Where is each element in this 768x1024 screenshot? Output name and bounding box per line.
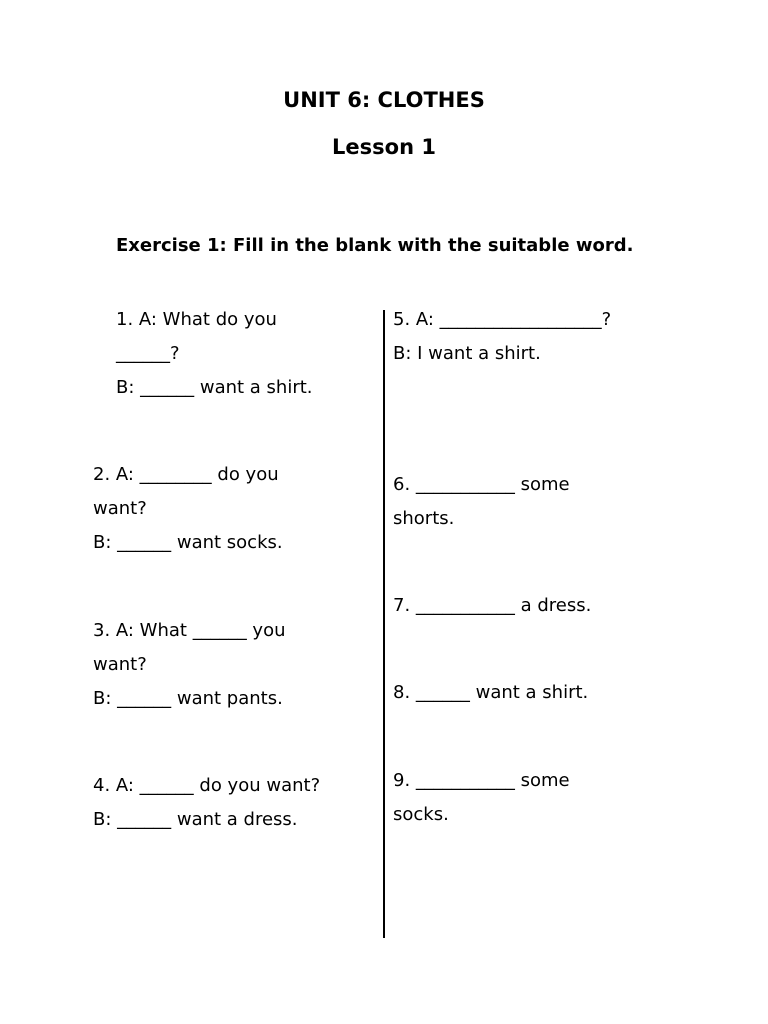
exercise-instruction: Exercise 1: Fill in the blank with the suitable word. [116, 235, 634, 256]
question-line: 3. A: What ______ you [93, 620, 286, 641]
question-line: B: ______ want a dress. [93, 809, 298, 830]
lesson-title: Lesson 1 [332, 135, 436, 159]
column-divider [383, 310, 385, 938]
question-3 [93, 614, 286, 716]
question-2 [93, 458, 283, 560]
question-5 [393, 303, 611, 371]
question-line: 4. A: ______ do you want? [93, 775, 321, 796]
question-line: 2. A: ________ do you [93, 464, 279, 485]
question-line: socks. [393, 804, 449, 825]
question-line: 9. ___________ some [393, 770, 570, 791]
question-line: 6. ___________ some [393, 474, 570, 495]
question-6 [393, 468, 570, 536]
question-line: 7. ___________ a dress. [393, 595, 592, 616]
question-line: shorts. [393, 508, 455, 529]
question-8 [393, 676, 588, 710]
question-line: B: ______ want pants. [93, 688, 283, 709]
question-7 [393, 589, 591, 623]
question-line: B: ______ want socks. [93, 532, 283, 553]
question-line: ______? [116, 343, 180, 364]
question-4 [93, 769, 320, 837]
question-line: 8. ______ want a shirt. [393, 682, 589, 703]
question-line: want? [93, 654, 147, 675]
question-line: B: I want a shirt. [393, 343, 541, 364]
question-line: want? [93, 498, 147, 519]
question-1 [116, 303, 313, 405]
question-line: 5. A: __________________? [393, 309, 612, 330]
unit-title: UNIT 6: CLOTHES [283, 88, 485, 112]
question-9 [393, 764, 570, 832]
question-line: B: ______ want a shirt. [116, 377, 313, 398]
question-line: 1. A: What do you [116, 309, 277, 330]
